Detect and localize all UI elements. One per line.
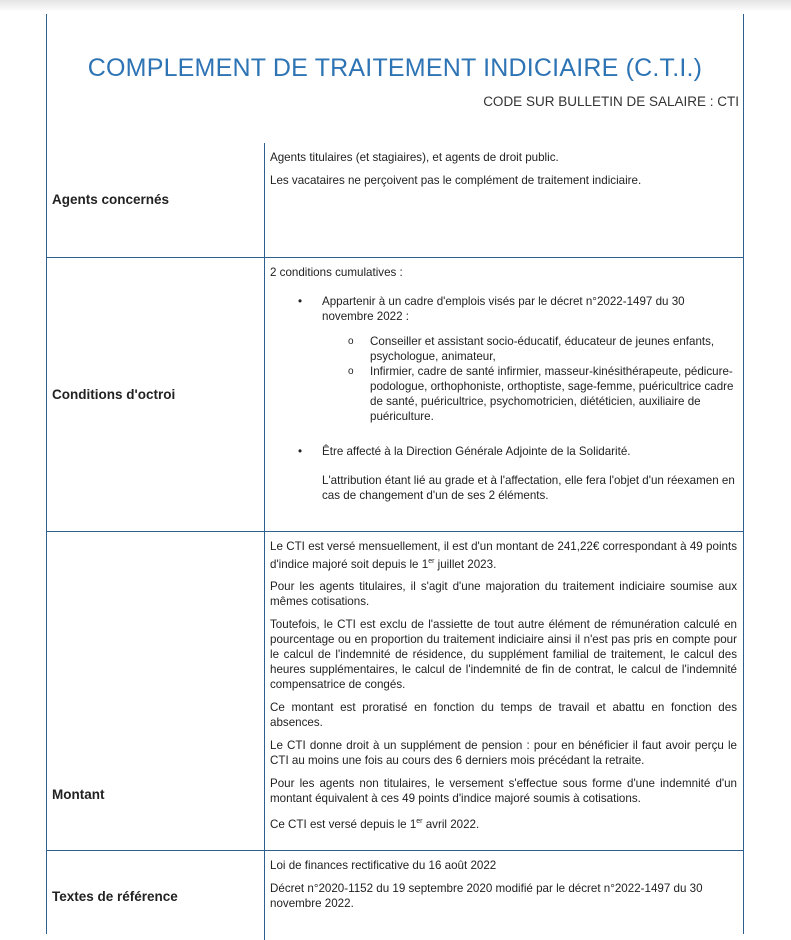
paragraph: Pour les agents titulaires, il s'agit d'une majoration du traitement indiciaire soumise aux mêmes cotisations.: [270, 580, 737, 609]
circle-bullet-icon: o: [348, 335, 354, 347]
row-label: Textes de référence: [52, 888, 178, 904]
text: Le CTI est versé mensuellement, il est d'un montant de 241,22€ correspondant à 49 points d'indice majoré soit depuis le 1: [270, 539, 737, 571]
list-item-text: Être affecté à la Direction Générale Adjointe de la Solidarité.: [322, 444, 631, 458]
list-item-text: Appartenir à un cadre d'emplois visés par le décret n°2022-1497 du 30 novembre 2022 :: [322, 294, 685, 323]
row-value: [265, 850, 744, 940]
paragraph: Agents titulaires (et stagiaires), et agents de droit public.: [270, 151, 559, 164]
paragraph: Ce montant est proratisé en fonction du temps de travail et abattu en fonction des absences.: [270, 701, 737, 730]
page-title: COMPLEMENT DE TRAITEMENT INDICIAIRE (C.T.I.): [87, 54, 703, 82]
row-value: [265, 143, 744, 257]
row-montant: [47, 531, 743, 850]
bullet-icon: •: [298, 444, 303, 458]
info-table: [47, 143, 743, 940]
text: juillet 2023.: [434, 557, 497, 571]
text: Ce CTI est versé depuis le 1: [270, 818, 417, 832]
sub-list: [322, 334, 737, 424]
paragraph: L'attribution étant lié au grade et à l'affectation, elle fera l'objet d'un réexamen en cas de changement d'un de ses 2 éléments.: [322, 473, 735, 502]
list-item-text: Infirmier, cadre de santé infirmier, masseur-kinésithérapeute, pédicure-podologue, orthophoniste, orthoptiste, sage-femme, puéricultrice cadre de santé, puéricultrice, psychomotricien, diététicien, auxiliaire de puériculture.: [370, 364, 734, 423]
superscript: er: [416, 818, 423, 826]
row-label: Conditions d'octroi: [52, 386, 176, 402]
text: avril 2022.: [422, 818, 480, 832]
document-page: [46, 14, 744, 934]
payslip-code: CODE SUR BULLETIN DE SALAIRE : CTI: [483, 94, 739, 109]
paragraph: [270, 814, 737, 832]
top-shadow: [0, 0, 791, 12]
paragraph: Le CTI donne droit à un supplément de pension : pour en bénéficier il faut avoir perçu le CTI au moins une fois au cours des 6 derniers mois précédant la retraite.: [270, 739, 737, 768]
row-label: Montant: [52, 786, 105, 802]
sub-list-item: [348, 364, 737, 424]
list-item: [298, 444, 737, 503]
paragraph: Pour les agents non titulaires, le versement s'effectue sous forme d'une indemnité d'un montant équivalent à ces 49 points d'indice majoré soumis à cotisations.: [270, 777, 737, 806]
paragraph: Les vacataires ne perçoivent pas le complément de traitement indiciaire.: [270, 174, 642, 187]
paragraph: Toutefois, le CTI est exclu de l'assiette de tout autre élément de rémunération calculé en pourcentage ou en proportion du traitement indiciaire ainsi il n'est pas pris en compte pour le calcul de l'indemnité de résidence, du supplément familial de traitement, le calcul des heures supplémentaires, le calcul de l'indemnité de fin de contrat, le calcul de l'indemnité compensatrice de congés.: [270, 618, 737, 692]
bullet-icon: •: [298, 294, 303, 308]
paragraph: Décret n°2020-1152 du 19 septembre 2020 modifié par le décret n°2022-1497 du 30 novembre 2022.: [270, 881, 703, 910]
sub-list-item: [348, 334, 737, 364]
list-item-text: Conseiller et assistant socio-éducatif, éducateur de jeunes enfants, psychologue, animateur,: [370, 334, 715, 363]
circle-bullet-icon: o: [348, 365, 354, 377]
superscript: er: [428, 557, 435, 565]
row-label: Agents concernés: [52, 192, 170, 208]
row-value: [265, 257, 744, 531]
paragraph: [270, 539, 737, 572]
paragraph: 2 conditions cumulatives :: [270, 265, 403, 279]
row-textes: [47, 850, 743, 940]
row-value: [265, 531, 744, 850]
list-item: [298, 294, 737, 424]
row-agents: [47, 143, 743, 257]
paragraph: Loi de finances rectificative du 16 août 2022: [270, 858, 497, 872]
conditions-list: [270, 294, 737, 503]
row-conditions: [47, 257, 743, 531]
